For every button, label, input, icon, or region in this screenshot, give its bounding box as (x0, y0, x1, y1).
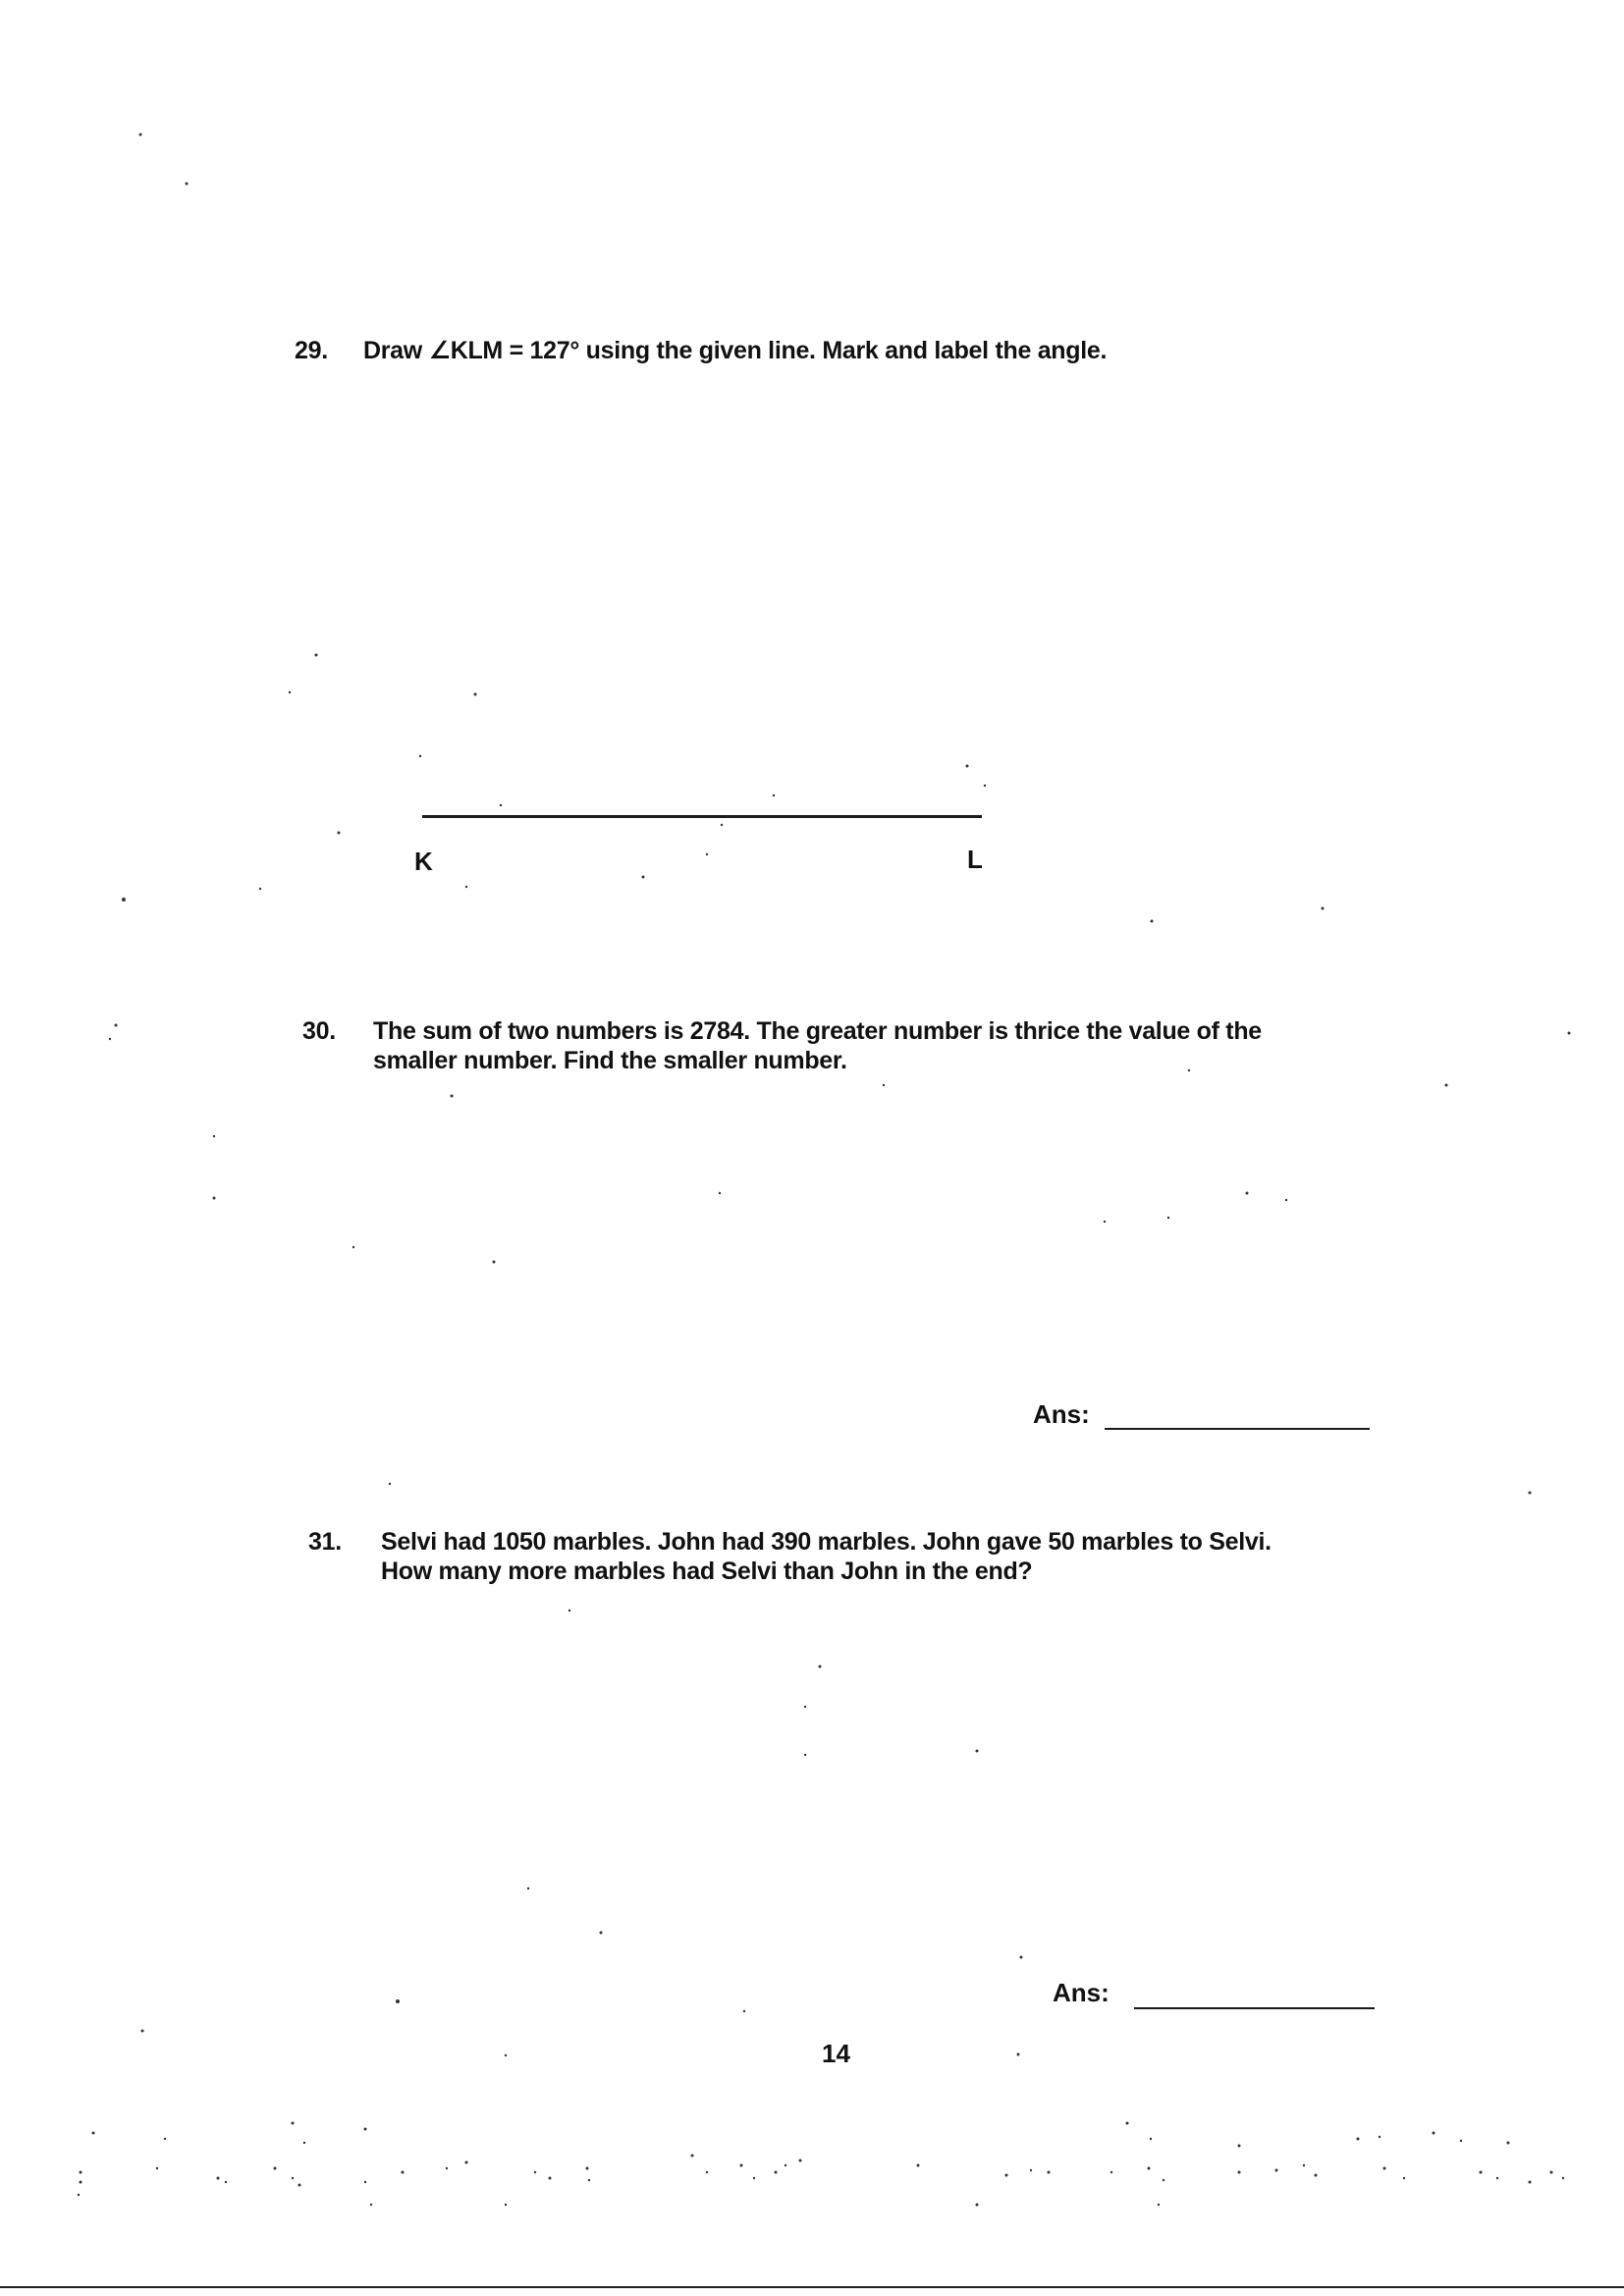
question-text-line-2: How many more marbles had Selvi than John in the end? (381, 1558, 1033, 1585)
answer-line-31[interactable] (1134, 2007, 1375, 2009)
question-number: 30. (302, 1017, 336, 1045)
page-number: 14 (822, 2039, 850, 2068)
point-label-l: L (967, 845, 983, 874)
answer-label-31: Ans: (1053, 1978, 1110, 2007)
question-text: Draw ∠KLM = 127° using the given line. Mark and label the angle. (363, 337, 1108, 364)
answer-line-30[interactable] (1105, 1428, 1370, 1430)
question-text-line-1: Selvi had 1050 marbles. John had 390 marbles. John gave 50 marbles to Selvi. (381, 1528, 1272, 1556)
question-text-line-2: smaller number. Find the smaller number. (373, 1047, 847, 1074)
point-label-k: K (414, 847, 433, 876)
question-29 (295, 336, 1276, 365)
given-line-kl (422, 815, 982, 818)
question-text-line-1: The sum of two numbers is 2784. The greater number is thrice the value of the (373, 1017, 1262, 1045)
question-31 (308, 1527, 1388, 1590)
question-number: 31. (308, 1528, 342, 1556)
bottom-border (0, 2286, 1624, 2288)
question-30 (302, 1016, 1382, 1079)
question-number: 29. (295, 337, 328, 364)
answer-label-30: Ans: (1033, 1399, 1090, 1429)
